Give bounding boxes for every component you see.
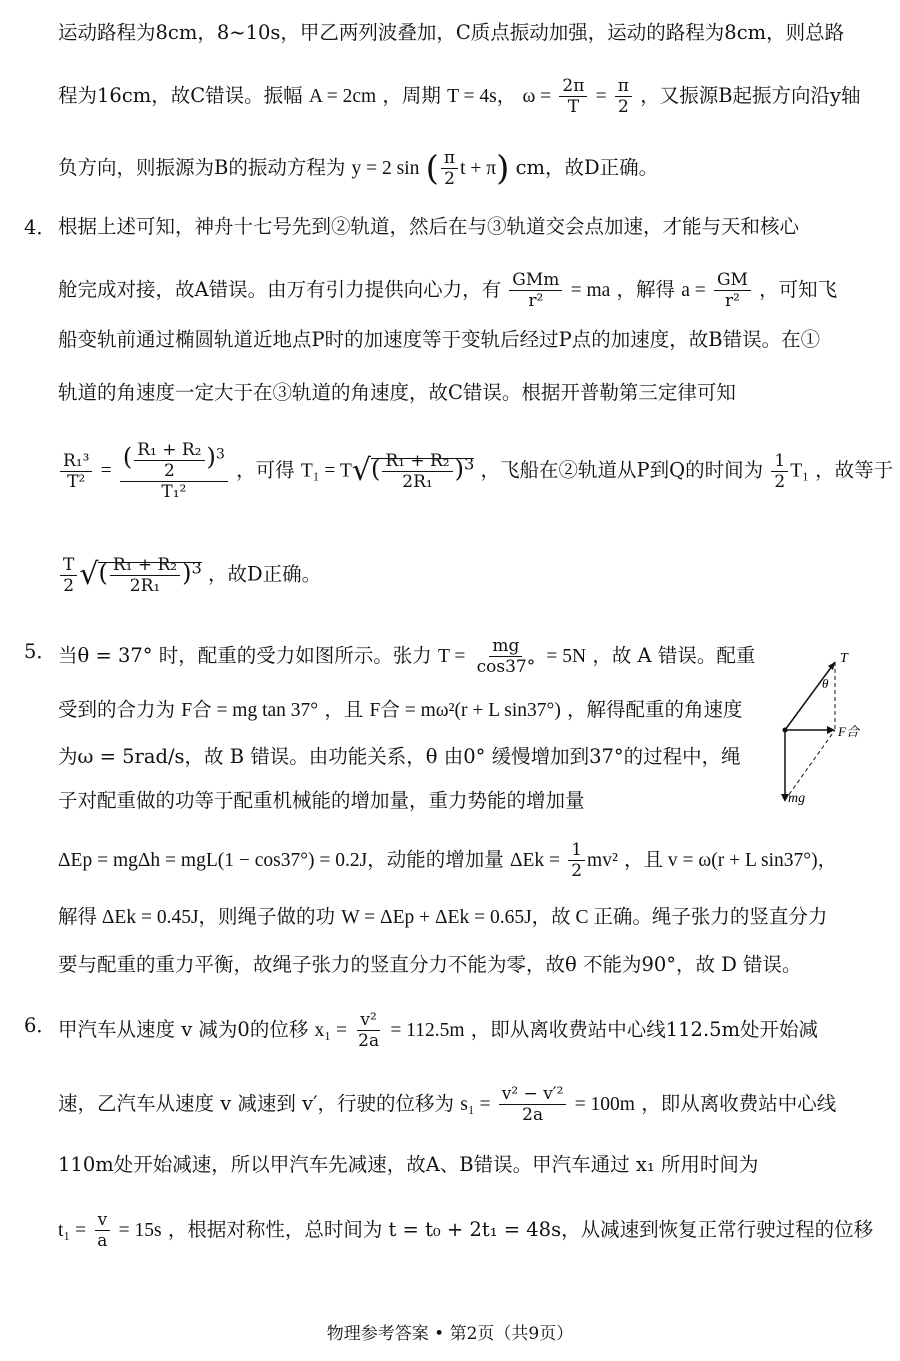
math: y = 2 sin: [351, 158, 420, 179]
math: = ma: [570, 280, 611, 301]
text: ，周期: [382, 84, 441, 107]
text-line: [58, 270, 870, 311]
dashed-diagonal: [785, 730, 835, 800]
mass-point: [783, 728, 788, 733]
page-footer: 物理参考答案 • 第2页（共9页）: [326, 1324, 574, 1344]
fraction: $\frac{\pi}{2}$: [615, 76, 632, 117]
math: T₁ = T: [300, 460, 352, 482]
text: W = ΔEp + ΔEk = 0.65J，故 C 正确。绳子张力的竖直分力: [341, 907, 828, 928]
text: ，且 v = ω(r + L sin37°)，: [624, 850, 838, 871]
text-line: [58, 786, 870, 816]
text: ，又振源B起振方向沿y轴: [640, 84, 861, 107]
text-line: [58, 1084, 870, 1125]
text: ，故 A 错误。配重: [592, 644, 756, 667]
text-line: [58, 378, 870, 408]
text: 速，乙汽车从速度 v 减速到 v′，行驶的位移为: [58, 1092, 455, 1115]
text: ΔEp = mgΔh = mgL(1 − cos37°) = 0.2J，动能的增加量: [58, 850, 504, 871]
text: 轨道的角速度一定大于在③轨道的角速度，故C错误。根据开普勒第三定律可知: [58, 381, 736, 404]
math: a =: [681, 280, 706, 301]
text-line: [58, 950, 870, 980]
force-diagram: [770, 650, 880, 810]
math: x₁ =: [314, 1020, 347, 1041]
question-number: 4．: [24, 216, 56, 239]
tension-arrowhead: [828, 662, 835, 670]
text: 为ω = 5rad/s，故 B 错误。由功能关系，θ 由0° 缓慢增加到37°的过程中，绳: [58, 745, 741, 768]
fraction: $\frac{GM}{\text{r²}}$: [714, 270, 751, 311]
label-T: T: [840, 651, 848, 666]
text: 船变轨前通过椭圆轨道近地点P时的加速度等于变轨后经过P点的加速度，故B错误。在①: [58, 328, 821, 351]
text: ，故D正确。: [208, 562, 322, 586]
fraction: $\frac{1}{2}$: [771, 451, 788, 492]
fraction: $\frac{\pi}{2}$: [441, 148, 458, 189]
text-line: ΔEp = mgΔh = mgL(1 − cos37°) = 0.2J，动能的增加量 ΔEk = $\frac{1}{2}$ mv² ，且 v = ω(r + L sin37°)，: [58, 840, 838, 881]
text: ，且: [324, 698, 364, 721]
math: F合 = mg tan 37°: [181, 700, 319, 721]
text: ，解得: [616, 278, 676, 301]
fraction: $\frac{v}{a}$: [94, 1210, 110, 1251]
text: 受到的合力为: [58, 698, 176, 721]
text: ，飞船在②轨道从P到Q的时间为: [480, 458, 764, 482]
text: 110m处开始减速，所以甲汽车先减速，故A、B错误。甲汽车通过 x₁ 所用时间为: [58, 1153, 759, 1176]
text: 程为16cm，故C错误。振幅: [58, 84, 303, 107]
text: 子对配重做的功等于配重机械能的增加量，重力势能的增加量: [58, 789, 585, 812]
text: 运动路程为8cm，8~10s，甲乙两列波叠加，C质点振动加强，运动的路程为8cm，则总路: [58, 21, 845, 44]
text-line: $\frac{\text{R₁³}}{\text{T²}}$ = ( $\frac{\text{R₁ + R₂}}{2}$ )$^3$ T₁² ，可得 T₁ = T√( $\frac{\text{R₁ + R₂}}{\text{2R₁}}$ )$^3$ ，飞船在②轨道从P到Q的时间为 $\frac{1}{2}$ T₁ ，故等于: [58, 440, 870, 502]
fraction: $\frac{T}{2}$: [60, 555, 77, 596]
question-number: 5．: [24, 640, 56, 663]
text-line: [58, 902, 870, 933]
math: ω =: [522, 86, 552, 107]
text: 当θ = 37° 时，配重的受力如图所示。张力: [58, 644, 432, 667]
text-line: 负方向，则振源为B的振动方程为 y = 2 sin ( $\frac{\pi}{2}$ t + π) cm，故D正确。: [58, 148, 659, 189]
fraction: $\frac{1}{2}$: [568, 840, 585, 881]
text-line: [58, 1210, 874, 1251]
text: cm，故D正确。: [515, 156, 659, 179]
text: 负方向，则振源为B的振动方程为: [58, 156, 346, 179]
fraction: $\frac{2\pi}{T}$: [559, 76, 587, 117]
question-number: 6．: [24, 1014, 56, 1037]
text-line: [58, 325, 870, 355]
text-line: [58, 1010, 870, 1051]
label-F: F合: [838, 724, 859, 739]
math: F合 = mω²(r + L sin37°): [369, 700, 561, 721]
math: t + π: [460, 158, 497, 179]
text: 舱完成对接，故A错误。由万有引力提供向心力，有: [58, 278, 502, 301]
math: s₁ =: [460, 1094, 491, 1115]
text-line: [58, 742, 870, 772]
math: = 5N: [546, 646, 587, 667]
math: = 15s: [118, 1220, 162, 1241]
text: ，根据对称性，总时间为 t = t₀ + 2t₁ = 48s，从减速到恢复正常行驶过程的位移: [167, 1218, 874, 1241]
text: ，可知飞: [759, 278, 838, 301]
text: 要与配重的重力平衡，故绳子张力的竖直分力不能为零，故θ 不能为90°，故 D 错误。: [58, 953, 802, 976]
math: A = 2cm: [308, 86, 377, 107]
text: 甲汽车从速度 v 减为0的位移: [58, 1018, 309, 1041]
text-line: [58, 1150, 870, 1180]
fraction: GMm r²: [509, 270, 562, 311]
fraction: $\frac{mg}{\cos 37^\circ}$: [476, 636, 536, 677]
text-line: $\frac{T}{2}$ √( $\frac{\text{R₁ + R₂}}{\text{2R₁}}$ )$^3$ ，故D正确。: [58, 548, 870, 596]
math: T = 4s: [447, 86, 497, 107]
fraction: $\frac{\text{R₁³}}{\text{T²}}$: [60, 451, 92, 492]
text: 根据上述可知，神舟十七号先到②轨道，然后在与③轨道交会点加速，才能与天和核心: [58, 215, 800, 238]
math: = 112.5m: [390, 1020, 465, 1041]
text: ，即从离收费站中心线: [641, 1092, 837, 1115]
text-line: [58, 695, 870, 726]
label-mg: mg: [788, 791, 806, 806]
fraction: ( $\frac{\text{R₁ + R₂}}{2}$ )$^3$ T₁²: [120, 440, 228, 502]
text-line: [58, 212, 870, 242]
net-force-arrowhead: [827, 726, 835, 734]
text-line: 当θ = 37° 时，配重的受力如图所示。张力 T = $\frac{mg}{\cos 37^\circ}$ = 5N ，故 A 错误。配重: [58, 636, 756, 677]
text-line: [58, 18, 870, 48]
text-line: 程为16cm，故C错误。振幅 A = 2cm ，周期 T = 4s， ω = $\frac{2\pi}{T}$ = $\frac{\pi}{2}$ ，又振源B起振方向沿y轴: [58, 76, 861, 117]
text: 解得 ΔEk = 0.45J，则绳子做的功: [58, 907, 336, 928]
tension-line: [785, 662, 835, 730]
text: ，故等于: [815, 458, 894, 482]
text: ，解得配重的角速度: [567, 698, 743, 721]
math: = 100m: [574, 1094, 635, 1115]
math: t₁ =: [58, 1220, 87, 1241]
math: ΔEk =: [509, 850, 561, 871]
fraction: $\frac{\text{v²}}{2a}$: [358, 1010, 380, 1051]
text: ，即从离收费站中心线112.5m处开始减: [470, 1018, 819, 1041]
fraction: $\frac{\text{v² − v′²}}{2a}$: [499, 1084, 567, 1125]
text: ，可得: [236, 458, 295, 482]
label-theta: θ: [822, 676, 829, 691]
math: =: [595, 86, 607, 107]
